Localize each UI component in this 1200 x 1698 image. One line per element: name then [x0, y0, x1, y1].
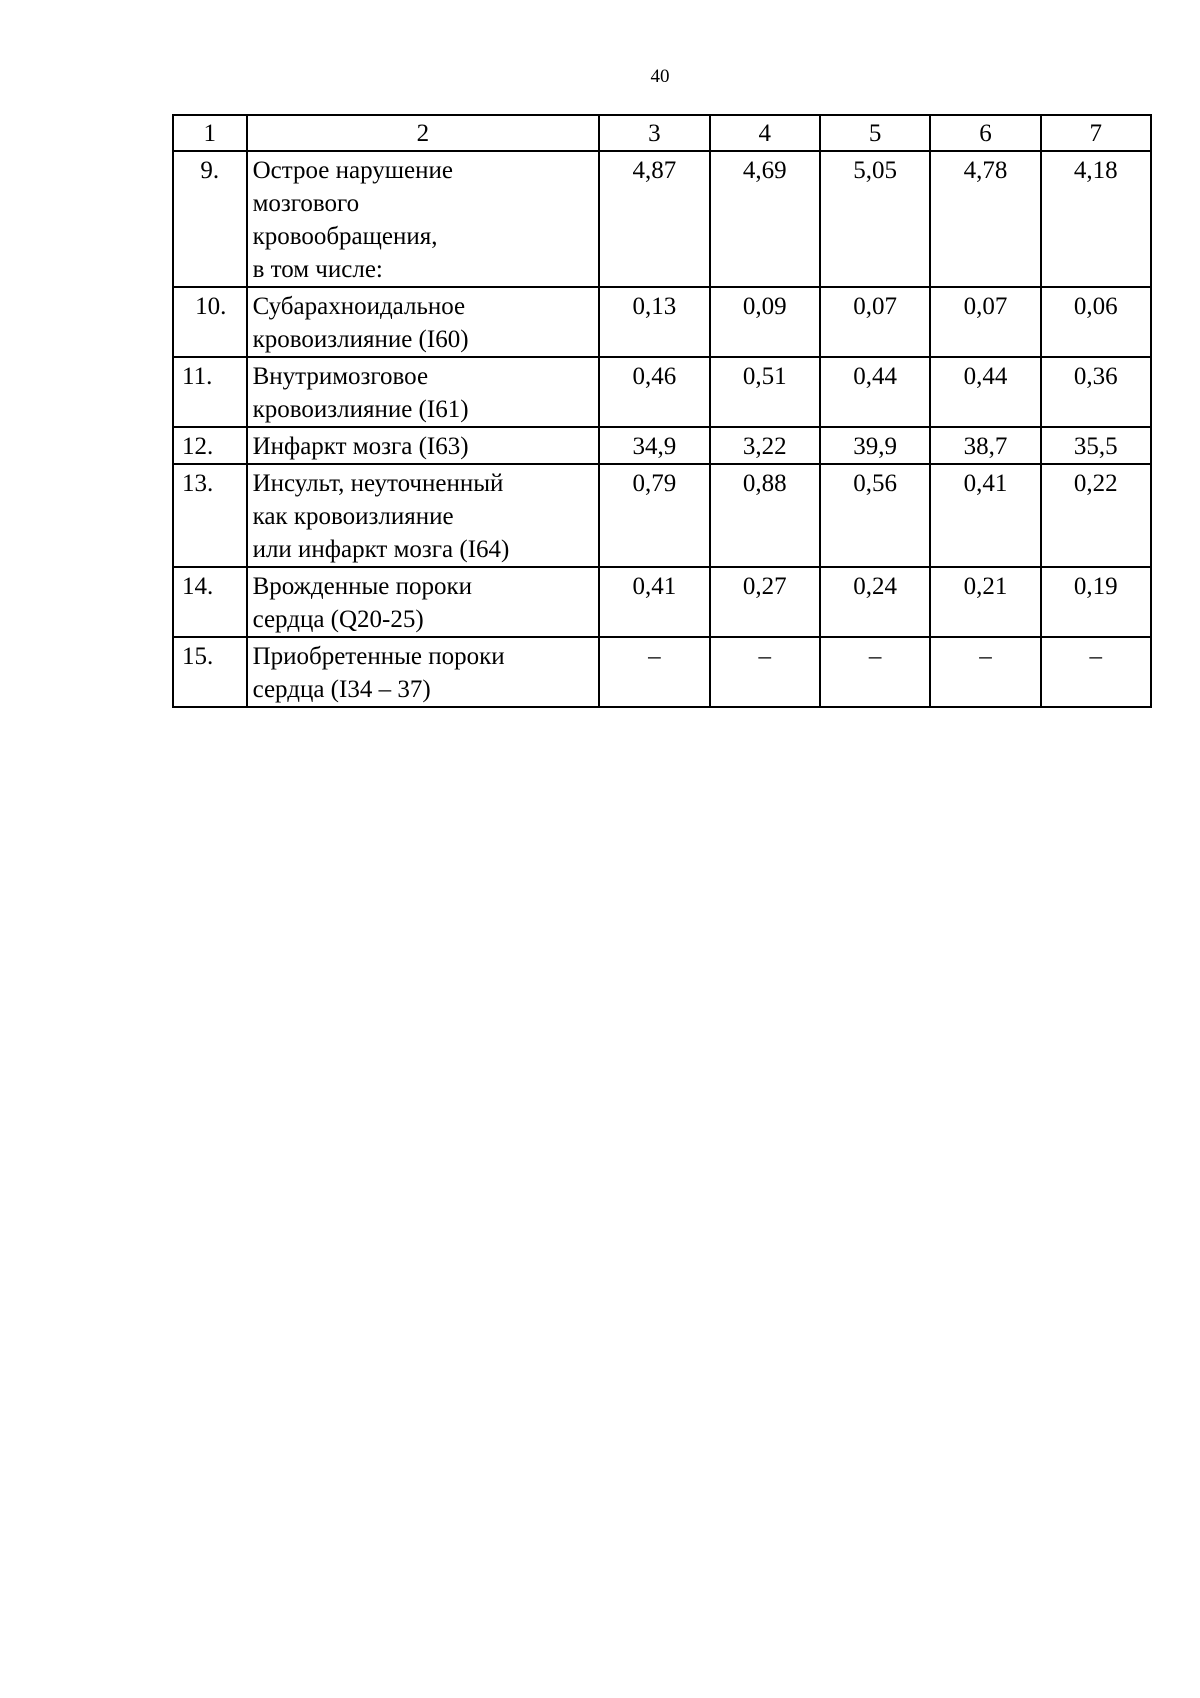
value-cell: 38,7	[930, 427, 1040, 464]
row-name-line: мозгового	[252, 190, 360, 217]
row-name-line: Субарахноидальное	[252, 293, 466, 320]
value-cell: 0,07	[820, 287, 930, 357]
value-cell: 0,22	[1041, 464, 1151, 567]
row-name	[247, 427, 600, 464]
row-name	[247, 151, 600, 287]
value-cell: 35,5	[1041, 427, 1151, 464]
row-number: 15.	[173, 637, 247, 707]
value-cell: 0,56	[820, 464, 930, 567]
row-name-line: кровообращения,	[252, 223, 438, 250]
value-cell: 0,24	[820, 567, 930, 637]
value-cell: 5,05	[820, 151, 930, 287]
value-cell: 0,06	[1041, 287, 1151, 357]
value-cell: –	[1041, 637, 1151, 707]
table-row	[173, 151, 1151, 287]
row-name	[247, 357, 600, 427]
value-cell: –	[930, 637, 1040, 707]
header-cell: 4	[710, 115, 820, 151]
header-cell: 2	[247, 115, 600, 151]
value-cell: 4,78	[930, 151, 1040, 287]
value-cell: 0,44	[930, 357, 1040, 427]
value-cell: 0,41	[930, 464, 1040, 567]
row-number: 13.	[173, 464, 247, 567]
row-name-line: кровоизлияние (I61)	[252, 396, 469, 423]
value-cell: 0,88	[710, 464, 820, 567]
value-cell: 0,07	[930, 287, 1040, 357]
table-header-row	[173, 115, 1151, 151]
row-name-line: кровоизлияние (I60)	[252, 326, 469, 353]
header-cell: 7	[1041, 115, 1151, 151]
value-cell: 0,51	[710, 357, 820, 427]
statistics-table	[172, 114, 1152, 708]
header-cell: 1	[173, 115, 247, 151]
row-name-line: сердца (Q20-25)	[252, 606, 424, 633]
row-name	[247, 567, 600, 637]
row-name	[247, 637, 600, 707]
row-number: 14.	[173, 567, 247, 637]
value-cell: 4,18	[1041, 151, 1151, 287]
value-cell: –	[599, 637, 709, 707]
value-cell: 39,9	[820, 427, 930, 464]
row-name-line: в том числе:	[252, 256, 383, 283]
value-cell: 0,27	[710, 567, 820, 637]
table-row	[173, 427, 1151, 464]
value-cell: 0,44	[820, 357, 930, 427]
table-row	[173, 287, 1151, 357]
row-name-line: как кровоизлияние	[252, 503, 454, 530]
row-name-line: Инсульт, неуточненный	[252, 470, 504, 497]
row-number: 10.	[173, 287, 247, 357]
value-cell: 4,69	[710, 151, 820, 287]
value-cell: 34,9	[599, 427, 709, 464]
value-cell: 3,22	[710, 427, 820, 464]
table-row	[173, 357, 1151, 427]
row-name-line: Острое нарушение	[252, 157, 453, 184]
row-name-line: Инфаркт мозга (I63)	[252, 433, 469, 460]
value-cell: 0,21	[930, 567, 1040, 637]
table-row	[173, 637, 1151, 707]
row-name-line: сердца (I34 – 37)	[252, 676, 431, 703]
row-name-line: или инфаркт мозга (I64)	[252, 536, 510, 563]
value-cell: 0,79	[599, 464, 709, 567]
row-name	[247, 464, 600, 567]
row-number: 9.	[173, 151, 247, 287]
value-cell: 0,09	[710, 287, 820, 357]
header-cell: 5	[820, 115, 930, 151]
header-cell: 3	[599, 115, 709, 151]
value-cell: 4,87	[599, 151, 709, 287]
table-row	[173, 464, 1151, 567]
table-row	[173, 567, 1151, 637]
row-name	[247, 287, 600, 357]
row-number: 11.	[173, 357, 247, 427]
header-cell: 6	[930, 115, 1040, 151]
value-cell: –	[820, 637, 930, 707]
row-name-line: Врожденные пороки	[252, 573, 473, 600]
row-number: 12.	[173, 427, 247, 464]
row-name-line: Внутримозговое	[252, 363, 429, 390]
value-cell: –	[710, 637, 820, 707]
value-cell: 0,41	[599, 567, 709, 637]
row-name-line: Приобретенные пороки	[252, 643, 505, 670]
value-cell: 0,19	[1041, 567, 1151, 637]
value-cell: 0,46	[599, 357, 709, 427]
value-cell: 0,13	[599, 287, 709, 357]
value-cell: 0,36	[1041, 357, 1151, 427]
page-number: 40	[650, 66, 670, 87]
